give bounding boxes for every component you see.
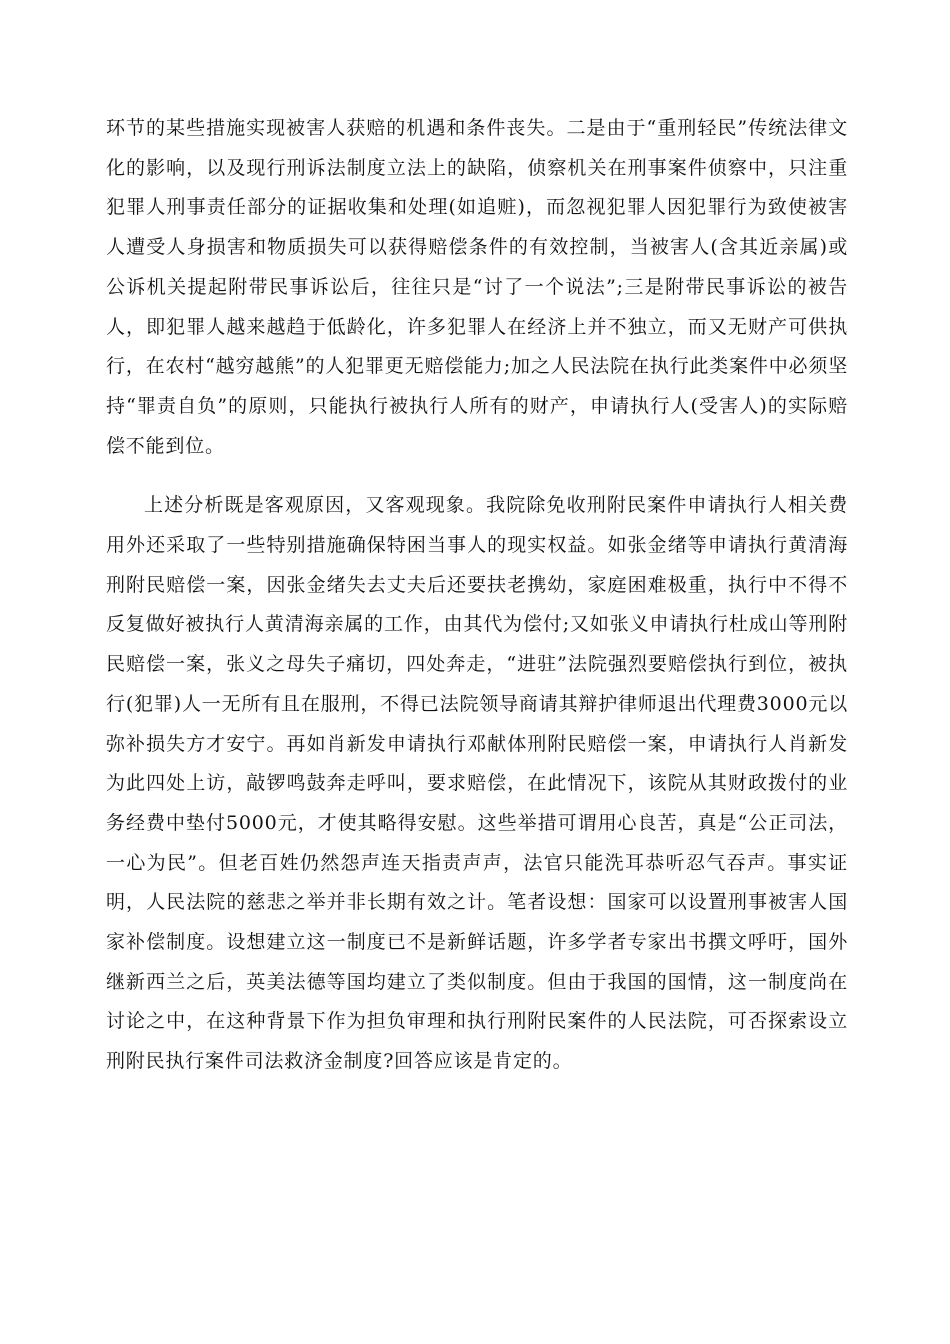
body-paragraph-2: 上述分析既是客观原因，又客观现象。我院除免收刑附民案件申请执行人相关费用外还采取了一些特别措施确保特困当事人的现实权益。如张金绪等申请执行黄清海刑附民赔偿一案，因张金绪失去丈夫后还要扶老携幼，家庭困难极重，执行中不得不反复做好被执行人黄清海亲属的工作，由其代为偿付;又如张义申请执行杜成山等刑附民赔偿一案，张义之母失子痛切，四处奔走，“进驻”法院强烈要赔偿执行到位，被执行(犯罪)人一无所有且在服刑，不得已法院领导商请其辩护律师退出代理费3000元以弥补损失方才安宁。再如肖新发申请执行邓献体刑附民赔偿一案，申请执行人肖新发为此四处上访，敲锣鸣鼓奔走呼叫，要求赔偿，在此情况下，该院从其财政拨付的业务经费中垫付5000元，才使其略得安慰。这些举措可谓用心良苦，真是“公正司法，一心为民”。但老百姓仍然怨声连天指责声声，法官只能洗耳恭听忍气吞声。事实证明，人民法院的慈悲之举并非长期有效之计。笔者设想：国家可以设置刑事被害人国家补偿制度。设想建立这一制度已不是新鲜话题，许多学者专家出书撰文呼吁，国外继新西兰之后，英美法德等国均建立了类似制度。但由于我国的国情，这一制度尚在讨论之中，在这种背景下作为担负审理和执行刑附民案件的人民法院，可否探索设立刑附民执行案件司法救济金制度?回答应该是肯定的。 <box>106 494 848 1073</box>
document-body <box>106 109 848 1082</box>
body-paragraph-1: 环节的某些措施实现被害人获赔的机遇和条件丧失。二是由于“重刑轻民”传统法律文化的影响，以及现行刑诉法制度立法上的缺陷，侦察机关在刑事案件侦察中，只注重犯罪人刑事责任部分的证据收集和处理(如追赃)，而忽视犯罪人因犯罪行为致使被害人遭受人身损害和物质损失可以获得赔偿条件的有效控制，当被害人(含其近亲属)或公诉机关提起附带民事诉讼后，往往只是“讨了一个说法”;三是附带民事诉讼的被告人，即犯罪人越来越趋于低龄化，许多犯罪人在经济上并不独立，而又无财产可供执行，在农村“越穷越熊”的人犯罪更无赔偿能力;加之人民法院在执行此类案件中必须坚持“罪责自负”的原则，只能执行被执行人所有的财产，申请执行人(受害人)的实际赔偿不能到位。 <box>106 117 848 457</box>
